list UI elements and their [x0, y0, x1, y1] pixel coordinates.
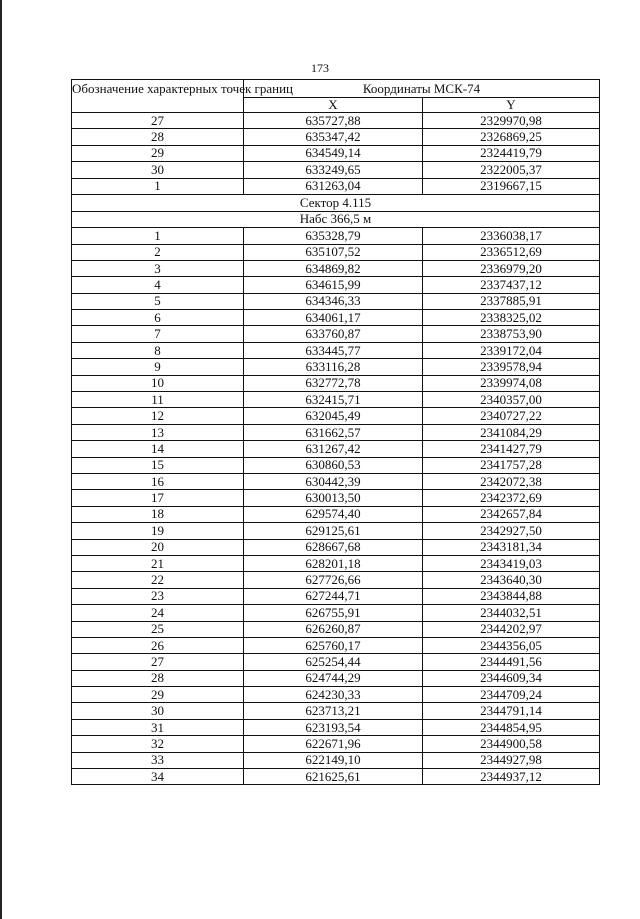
- x-cell: 628201,18: [244, 555, 423, 571]
- x-cell: 632045,49: [244, 408, 423, 424]
- y-cell: 2344927,98: [423, 752, 600, 768]
- coordinates-header: Координаты МСК-74: [244, 80, 600, 98]
- y-cell: 2338325,02: [423, 310, 600, 326]
- x-cell: 632415,71: [244, 392, 423, 408]
- x-cell: 623713,21: [244, 703, 423, 719]
- x-cell: 625760,17: [244, 637, 423, 653]
- table-row: [72, 523, 600, 539]
- table-row: [72, 441, 600, 457]
- point-designation-header: Обозначение характерных точек границ: [72, 80, 244, 113]
- point-cell: 30: [72, 703, 244, 719]
- y-cell: 2343181,34: [423, 539, 600, 555]
- point-cell: 22: [72, 572, 244, 588]
- x-cell: 633116,28: [244, 359, 423, 375]
- table-row: [72, 605, 600, 621]
- y-column-header: Y: [423, 98, 600, 113]
- point-cell: 9: [72, 359, 244, 375]
- point-cell: 16: [72, 474, 244, 490]
- point-cell: 13: [72, 424, 244, 440]
- point-cell: 5: [72, 293, 244, 309]
- table-row: [72, 572, 600, 588]
- y-cell: 2339974,08: [423, 375, 600, 391]
- x-cell: 635328,79: [244, 228, 423, 244]
- x-cell: 627726,66: [244, 572, 423, 588]
- page-number: 173: [311, 61, 329, 75]
- y-cell: 2329970,98: [423, 113, 600, 129]
- y-cell: 2342927,50: [423, 523, 600, 539]
- y-cell: 2336979,20: [423, 260, 600, 276]
- sector-title-row: [72, 194, 600, 211]
- table-row: [72, 736, 600, 752]
- point-cell: 10: [72, 375, 244, 391]
- x-cell: 635727,88: [244, 113, 423, 129]
- point-cell: 15: [72, 457, 244, 473]
- x-cell: 634061,17: [244, 310, 423, 326]
- point-cell: 14: [72, 441, 244, 457]
- y-cell: 2343844,88: [423, 588, 600, 604]
- y-cell: 2336512,69: [423, 244, 600, 260]
- point-cell: 7: [72, 326, 244, 342]
- x-cell: 625254,44: [244, 654, 423, 670]
- x-cell: 634869,82: [244, 260, 423, 276]
- x-cell: 632772,78: [244, 375, 423, 391]
- y-cell: 2344854,95: [423, 719, 600, 735]
- y-cell: 2339172,04: [423, 342, 600, 358]
- x-cell: 634615,99: [244, 277, 423, 293]
- point-cell: 34: [72, 769, 244, 785]
- x-cell: 626260,87: [244, 621, 423, 637]
- x-cell: 633760,87: [244, 326, 423, 342]
- y-cell: 2344791,14: [423, 703, 600, 719]
- table-row: [72, 719, 600, 735]
- point-cell: 2: [72, 244, 244, 260]
- y-cell: 2337885,91: [423, 293, 600, 309]
- y-cell: 2324419,79: [423, 145, 600, 161]
- x-cell: 629574,40: [244, 506, 423, 522]
- point-cell: 26: [72, 637, 244, 653]
- coordinates-table: [71, 79, 600, 785]
- table-row: [72, 359, 600, 375]
- x-cell: 623193,54: [244, 719, 423, 735]
- x-cell: 624230,33: [244, 687, 423, 703]
- point-cell: 19: [72, 523, 244, 539]
- table-row: [72, 769, 600, 785]
- point-cell: 28: [72, 670, 244, 686]
- table-row: [72, 326, 600, 342]
- point-cell: 28: [72, 129, 244, 145]
- point-cell: 25: [72, 621, 244, 637]
- point-cell: 12: [72, 408, 244, 424]
- table-row: [72, 310, 600, 326]
- coordinates-table-body: [72, 80, 600, 785]
- point-cell: 6: [72, 310, 244, 326]
- point-cell: 11: [72, 392, 244, 408]
- point-cell: 18: [72, 506, 244, 522]
- point-cell: 29: [72, 145, 244, 161]
- table-row: [72, 392, 600, 408]
- header-row: [72, 80, 600, 98]
- table-row: [72, 490, 600, 506]
- point-cell: 24: [72, 605, 244, 621]
- table-row: [72, 474, 600, 490]
- y-cell: 2341427,79: [423, 441, 600, 457]
- y-cell: 2337437,12: [423, 277, 600, 293]
- table-row: [72, 506, 600, 522]
- sector-title: Сектор 4.115: [72, 194, 600, 211]
- table-row: [72, 539, 600, 555]
- x-cell: 627244,71: [244, 588, 423, 604]
- y-cell: 2340727,22: [423, 408, 600, 424]
- height-title-row: [72, 211, 600, 228]
- y-cell: 2343640,30: [423, 572, 600, 588]
- y-cell: 2344900,58: [423, 736, 600, 752]
- x-cell: 634346,33: [244, 293, 423, 309]
- table-row: [72, 752, 600, 768]
- point-cell: 8: [72, 342, 244, 358]
- point-cell: 3: [72, 260, 244, 276]
- table-row: [72, 588, 600, 604]
- x-cell: 621625,61: [244, 769, 423, 785]
- x-cell: 630860,53: [244, 457, 423, 473]
- y-cell: 2319667,15: [423, 178, 600, 194]
- y-cell: 2344356,05: [423, 637, 600, 653]
- point-cell: 23: [72, 588, 244, 604]
- x-cell: 635347,42: [244, 129, 423, 145]
- point-cell: 20: [72, 539, 244, 555]
- x-cell: 630013,50: [244, 490, 423, 506]
- y-cell: 2344937,12: [423, 769, 600, 785]
- y-cell: 2341757,28: [423, 457, 600, 473]
- table-row: [72, 654, 600, 670]
- y-cell: 2338753,90: [423, 326, 600, 342]
- point-cell: 1: [72, 178, 244, 194]
- point-cell: 33: [72, 752, 244, 768]
- table-row: [72, 408, 600, 424]
- table-row: [72, 687, 600, 703]
- x-cell: 631263,04: [244, 178, 423, 194]
- y-cell: 2344032,51: [423, 605, 600, 621]
- table-row: [72, 555, 600, 571]
- y-cell: 2322005,37: [423, 162, 600, 178]
- table-row: [72, 129, 600, 145]
- x-column-header: X: [244, 98, 423, 113]
- x-cell: 634549,14: [244, 145, 423, 161]
- point-cell: 21: [72, 555, 244, 571]
- y-cell: 2344202,97: [423, 621, 600, 637]
- table-row: [72, 228, 600, 244]
- table-row: [72, 457, 600, 473]
- x-cell: 628667,68: [244, 539, 423, 555]
- y-cell: 2336038,17: [423, 228, 600, 244]
- x-cell: 631662,57: [244, 424, 423, 440]
- y-cell: 2344609,34: [423, 670, 600, 686]
- y-cell: 2342372,69: [423, 490, 600, 506]
- table-row: [72, 244, 600, 260]
- x-cell: 633445,77: [244, 342, 423, 358]
- y-cell: 2342072,38: [423, 474, 600, 490]
- x-cell: 635107,52: [244, 244, 423, 260]
- scan-edge-line: [0, 0, 2, 919]
- x-cell: 633249,65: [244, 162, 423, 178]
- point-cell: 17: [72, 490, 244, 506]
- point-cell: 29: [72, 687, 244, 703]
- y-cell: 2342657,84: [423, 506, 600, 522]
- x-cell: 624744,29: [244, 670, 423, 686]
- point-cell: 27: [72, 654, 244, 670]
- point-cell: 27: [72, 113, 244, 129]
- y-cell: 2340357,00: [423, 392, 600, 408]
- point-cell: 1: [72, 228, 244, 244]
- y-cell: 2344709,24: [423, 687, 600, 703]
- y-cell: 2326869,25: [423, 129, 600, 145]
- x-cell: 622149,10: [244, 752, 423, 768]
- x-cell: 630442,39: [244, 474, 423, 490]
- y-cell: 2344491,56: [423, 654, 600, 670]
- table-row: [72, 260, 600, 276]
- table-row: [72, 162, 600, 178]
- point-cell: 4: [72, 277, 244, 293]
- height-title: Набс 366,5 м: [72, 211, 600, 228]
- x-cell: 622671,96: [244, 736, 423, 752]
- table-row: [72, 277, 600, 293]
- table-row: [72, 375, 600, 391]
- table-row: [72, 703, 600, 719]
- table-row: [72, 670, 600, 686]
- point-cell: 30: [72, 162, 244, 178]
- point-cell: 31: [72, 719, 244, 735]
- y-cell: 2339578,94: [423, 359, 600, 375]
- y-cell: 2343419,03: [423, 555, 600, 571]
- table-row: [72, 178, 600, 194]
- table-row: [72, 113, 600, 129]
- table-row: [72, 342, 600, 358]
- x-cell: 629125,61: [244, 523, 423, 539]
- y-cell: 2341084,29: [423, 424, 600, 440]
- table-row: [72, 293, 600, 309]
- table-row: [72, 145, 600, 161]
- table-row: [72, 621, 600, 637]
- point-cell: 32: [72, 736, 244, 752]
- table-row: [72, 637, 600, 653]
- x-cell: 631267,42: [244, 441, 423, 457]
- x-cell: 626755,91: [244, 605, 423, 621]
- table-row: [72, 424, 600, 440]
